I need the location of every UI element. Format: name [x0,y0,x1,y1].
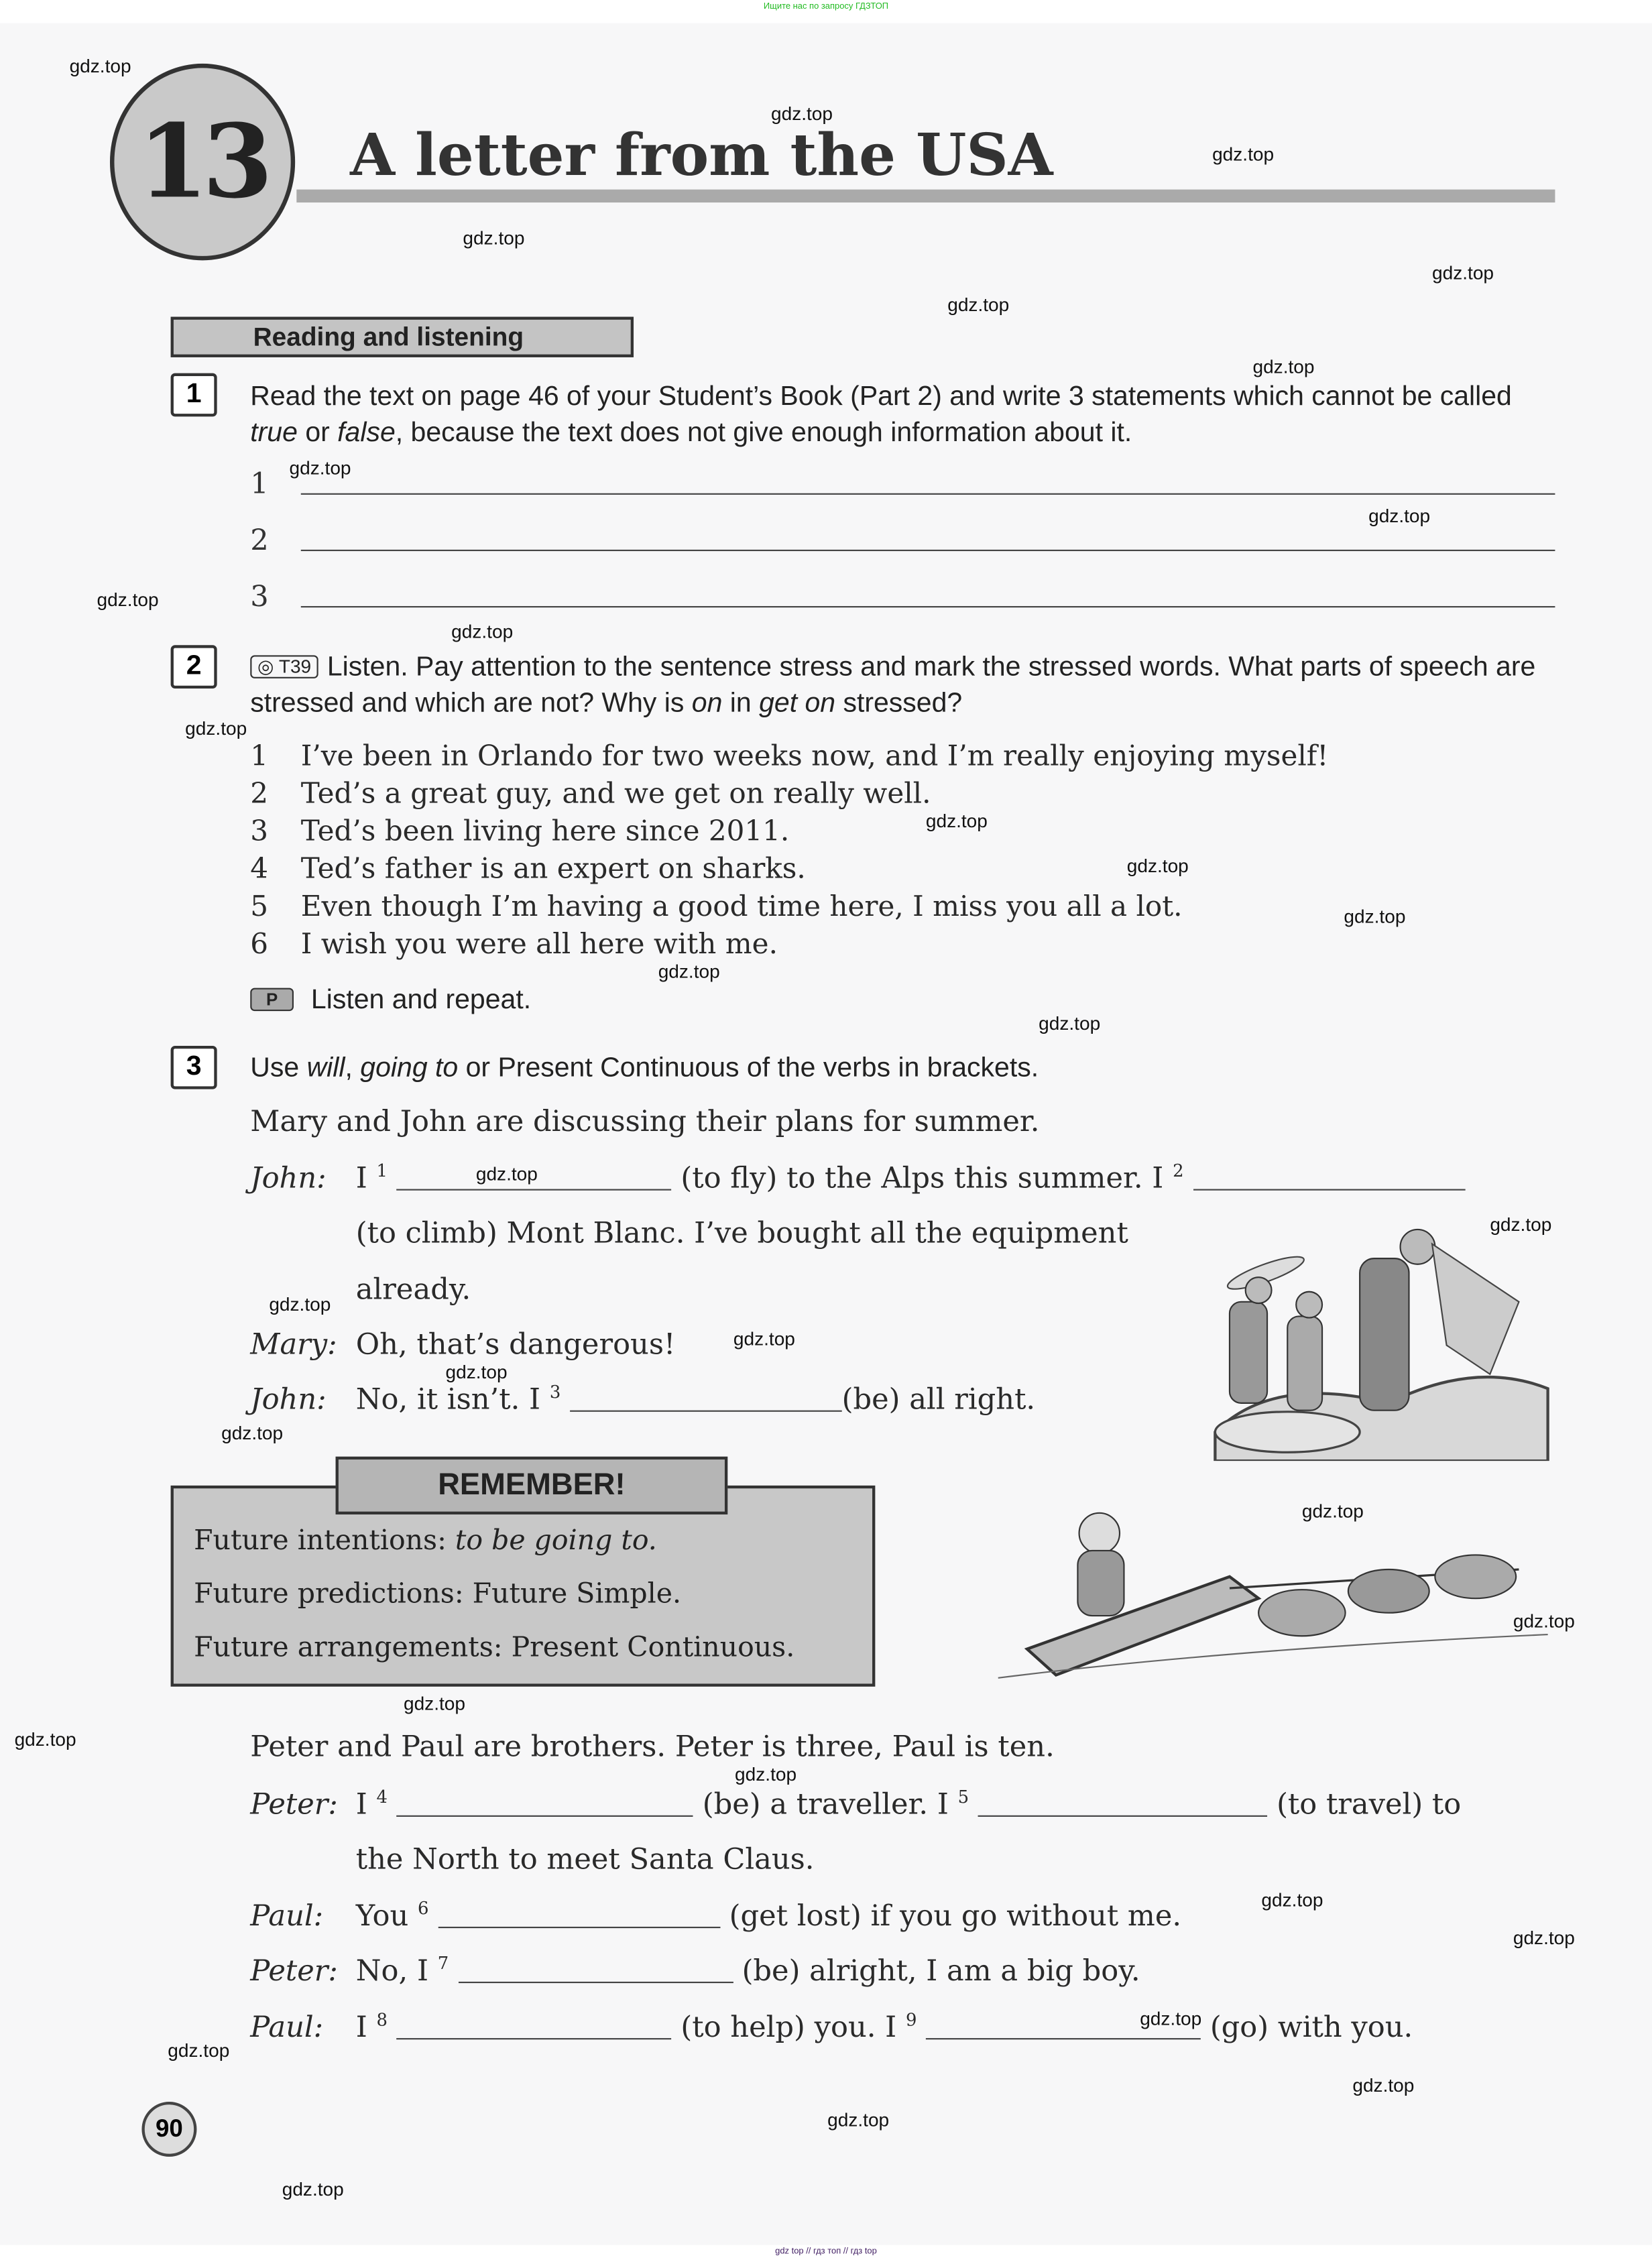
site-banner: Ищите нас по запросу ГДЗТОП [763,3,889,12]
blank-number: 7 [437,1953,449,1974]
item-text: Ted’s father is an expert on sharks. [300,851,806,886]
watermark: gdz.top [185,717,247,739]
section-header: Reading and listening [171,317,634,357]
dialogue-line [250,1787,1461,1822]
dialogue-line: (to climb) Mont Blanc. I’ve bought all the equipment [355,1215,1128,1250]
grammar-rule [194,1525,657,1556]
audio-track-badge[interactable]: ◎ T39 [250,655,318,678]
sentence-item [250,852,806,886]
item-number: 2 [250,776,269,811]
blank-number: 2 [1173,1160,1184,1181]
text: or Present Continuous of the verbs in brackets. [458,1053,1039,1084]
sentence-item [250,927,778,961]
text: on [691,689,723,719]
answer-blank-2[interactable] [1193,1163,1465,1191]
text: false [337,418,396,449]
text: No, it isn’t. I [355,1381,550,1417]
text: Listen. Pay attention to the sentence stress and mark the stressed words. What parts of speech are stressed and which are not? Why is [250,652,1536,719]
text: (to fly) to the Alps this summer. I [671,1160,1173,1195]
watermark: gdz.top [475,1162,538,1185]
watermark: gdz.top [733,1327,795,1350]
text: true [250,418,298,449]
answer-blank-3[interactable] [570,1384,842,1412]
line-number: 2 [250,522,269,557]
watermark: gdz.top [1513,1610,1575,1632]
unit-number-badge: 13 [110,64,295,260]
text: going to [360,1053,459,1084]
speaker: Paul: [250,2009,324,2044]
answer-blank-5[interactable] [978,1789,1268,1817]
sentence-item [250,777,931,811]
watermark: gdz.top [1039,1012,1101,1034]
watermark: gdz.top [221,1421,284,1444]
watermark: gdz.top [827,2108,890,2131]
watermark: gdz.top [658,960,720,983]
dialogue-line [250,1160,1555,1195]
blank-number: 5 [957,1787,969,1807]
blank-number: 1 [376,1160,388,1181]
speaker: Peter: [250,1786,338,1822]
item-text: Even though I’m having a good time here, I miss you all a lot. [300,889,1183,923]
watermark: gdz.top [1352,2074,1415,2096]
blank-number: 6 [418,1898,429,1919]
text: (be) a traveller. I [693,1786,958,1822]
grammar-rule: Future arrangements: Present Continuous. [194,1631,795,1664]
text: (to travel) to [1267,1786,1462,1822]
watermark: gdz.top [1126,855,1189,877]
pronunciation-badge: P [250,988,294,1012]
sentence-item [250,739,1328,773]
dialogue-line: already. [355,1271,471,1307]
watermark: gdz.top [14,1728,76,1750]
item-text: I wish you were all here with me. [300,927,778,961]
answer-line-1[interactable] [250,466,1555,501]
exercise-1-number: 1 [171,373,217,417]
text: Future intentions: [194,1525,455,1557]
watermark: gdz.top [463,227,525,249]
text: stressed? [835,689,963,719]
line-number: 3 [250,579,269,613]
line-number: 1 [250,465,269,501]
answer-blank-4[interactable] [397,1789,693,1817]
watermark: gdz.top [947,293,1010,316]
item-text: Ted’s been living here since 2011. [300,814,790,848]
text: I [355,2009,377,2044]
watermark: gdz.top [168,2039,230,2062]
dialogue-intro-1: Mary and John are discussing their plans for summer. [250,1103,1040,1139]
dialogue-line [250,1953,1140,1988]
speaker: John: [250,1381,327,1417]
dialogue-line [250,1898,1181,1933]
dialogue-intro-2: Peter and Paul are brothers. Peter is three, Paul is ten. [250,1728,1055,1764]
sentence-item [250,890,1182,923]
watermark: gdz.top [1344,905,1406,928]
text: (go) with you. [1201,2009,1413,2044]
exercise-3-number: 3 [171,1046,217,1089]
text: , because the text does not give enough information about it. [395,418,1132,449]
watermark: gdz.top [1252,355,1315,378]
item-text: Ted’s a great guy, and we get on really well. [300,776,931,811]
dog-sled-illustration [940,1490,1562,1685]
blank-number: 3 [549,1382,561,1402]
watermark: gdz.top [735,1763,797,1785]
watermark: gdz.top [1301,1500,1364,1522]
answer-blank-8[interactable] [397,2012,672,2039]
text: , [345,1053,361,1084]
watermark: gdz.top [445,1361,508,1383]
dialogue-line [250,2009,1413,2044]
climbers-illustration [1186,1215,1562,1461]
item-text: I’ve been in Orlando for two weeks now, and I’m really enjoying myself! [300,739,1329,773]
listen-repeat [250,982,1559,1018]
watermark: gdz.top [269,1293,331,1315]
exercise-2-number: 2 [171,645,217,689]
text: I [355,1786,377,1822]
remember-title: REMEMBER! [336,1457,728,1514]
speaker: Peter: [250,1952,338,1988]
answer-blank-7[interactable] [458,1956,733,1983]
text: Use [250,1053,307,1084]
watermark: gdz.top [1513,1926,1575,1949]
watermark: gdz.top [1261,1889,1323,1911]
answer-blank-6[interactable] [438,1901,720,1928]
watermark: gdz.top [925,810,988,832]
exercise-2-instruction [250,650,1559,722]
answer-line-2[interactable] [250,522,1555,557]
item-number: 5 [250,889,269,923]
text: to be going to. [455,1525,657,1557]
watermark: gdz.top [97,589,159,611]
text: get on [759,689,836,719]
watermark: gdz.top [1140,2007,1202,2030]
text: Oh, that’s dangerous! [355,1326,676,1362]
exercise-1-instruction [250,379,1559,451]
text: (be) all right. [841,1381,1036,1417]
watermark: gdz.top [282,2178,344,2200]
footer-banner: gdz top // гдз топ // гдз top [775,2247,877,2257]
watermark: gdz.top [1212,143,1275,165]
dialogue-line [250,1382,1035,1417]
item-number: 4 [250,851,269,886]
blank-number: 9 [905,2009,917,2030]
page-number: 90 [141,2102,196,2157]
watermark: gdz.top [69,54,131,77]
item-number: 6 [250,927,269,961]
watermark: gdz.top [771,103,833,125]
watermark: gdz.top [1368,505,1431,527]
watermark: gdz.top [1432,261,1494,284]
blank-number: 4 [376,1787,388,1807]
item-number: 3 [250,814,269,848]
text: No, I [355,1952,438,1988]
speaker: John: [250,1160,327,1195]
text: Read the text on page 46 of your Student’s Book (Part 2) and write 3 statements which cannot be called [250,381,1512,412]
grammar-rule: Future predictions: Future Simple. [194,1577,682,1610]
text: (to help) you. I [671,2009,906,2044]
text: You [355,1897,418,1933]
dialogue-line: the North to meet Santa Claus. [355,1841,815,1876]
text: Listen and repeat. [310,985,532,1016]
dialogue-line [250,1327,675,1362]
item-number: 1 [250,739,269,773]
watermark: gdz.top [1490,1213,1552,1236]
speaker: Paul: [250,1897,324,1933]
sentence-item [250,815,789,848]
watermark: gdz.top [403,1692,466,1714]
text: or [297,418,338,449]
blank-number: 8 [376,2009,388,2030]
text: I [355,1160,377,1195]
answer-line-3[interactable] [250,579,1555,613]
title-divider [296,190,1555,202]
speaker: Mary: [250,1326,337,1362]
text: will [306,1053,345,1084]
text: in [722,689,760,719]
text: (get lost) if you go without me. [719,1897,1182,1933]
exercise-3-instruction [250,1050,1559,1086]
page-title: A letter from the USA [350,121,1053,190]
text: (be) alright, I am a big boy. [732,1952,1140,1988]
watermark: gdz.top [289,457,351,479]
watermark: gdz.top [451,620,514,642]
